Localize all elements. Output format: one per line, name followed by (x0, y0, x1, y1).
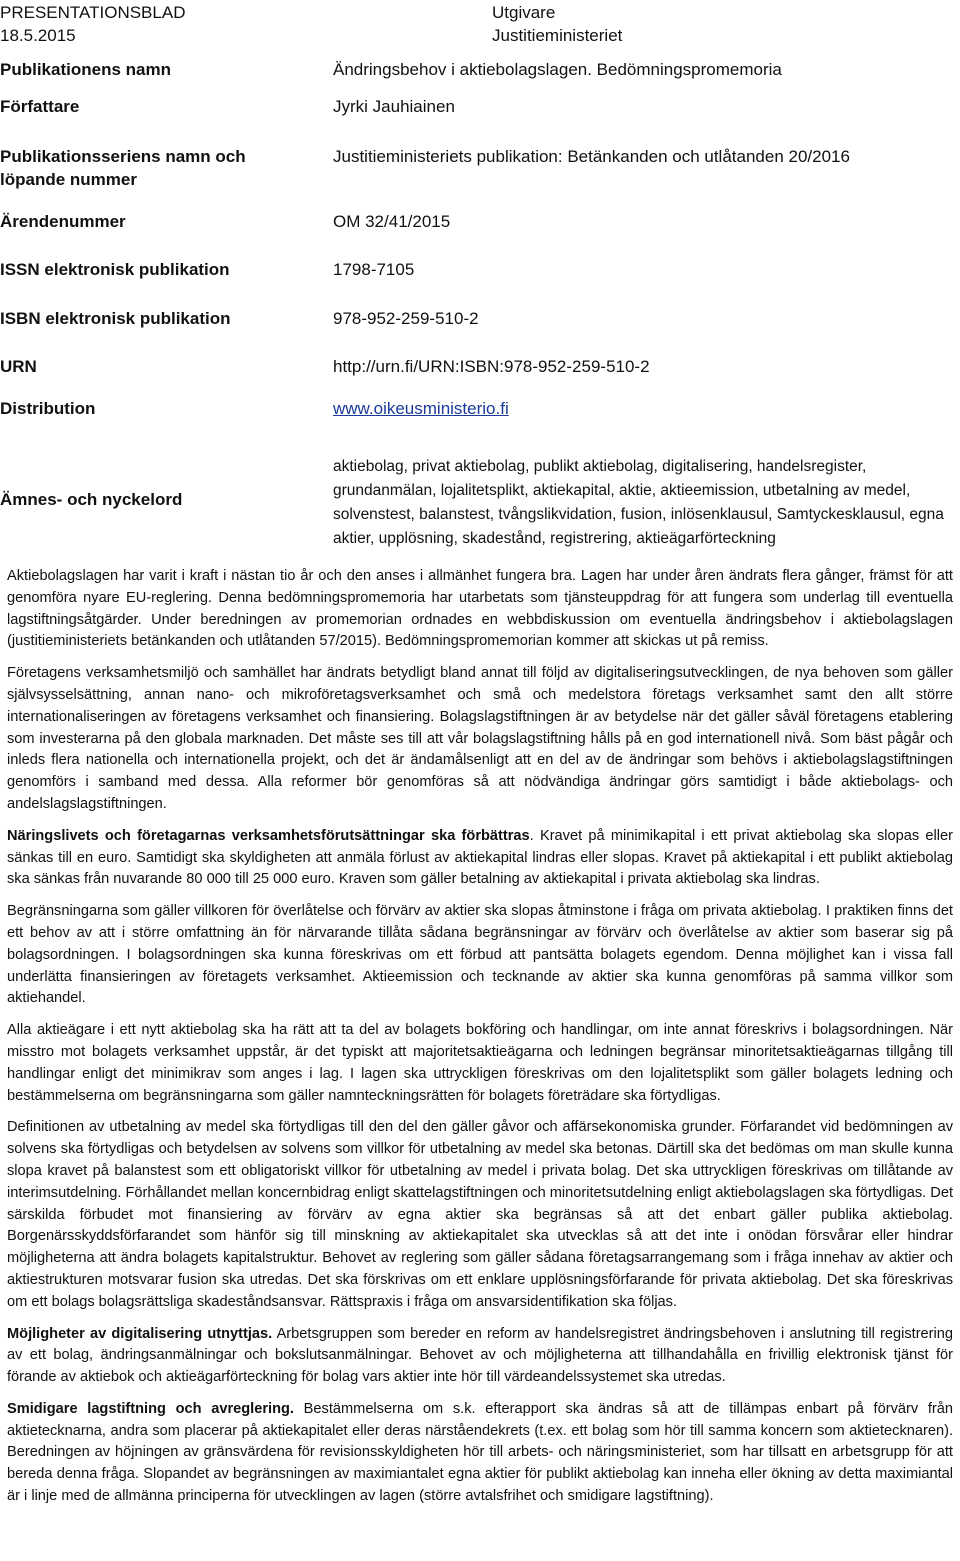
paragraph-7-text: Arbetsgruppen som bereder en reform av handelsregistret ändringsbehoven i anslutning till registrering av ett bolag, ändringsanmälningar och bokslutsanmälningar. Behovet av och möjligheterna att tillhandahålla en frivillig elektronisk tjänst för förande av aktiebok och aktieägarförteckning för bolag vars aktier inte hör till värdeandelssystemet ska utredas. (7, 1325, 954, 1386)
distribution-label: Distribution (0, 399, 96, 418)
author-value: Jyrki Jauhiainen (333, 97, 455, 116)
series-label-line1: Publikationsseriens namn och (0, 147, 246, 166)
paragraph-3-heading: Näringslivets och företagarnas verksamhetsförutsättningar ska förbättras (7, 827, 530, 844)
abstract-paragraph-4: Begränsningarna som gäller villkoren för överlåtelse och förvärv av aktier ska slopas åtminstone i fråga om privata aktiebolag. I praktiken finns det ett behov av att i större omfattning än för närvarande tillåta sådana begränsningar av förvärv och överlåtelse av aktier som baserar sig på bolagsordningen. I bolagsordningen ska kunna föreskrivas om ett förbud att pantsätta bolagets egendom. Denna möjlighet kan i vissa fall underlätta finansieringen av företagets verksamhet. Aktieemission och tecknande av aktier ska kunna genomföras på samma villkor som aktiehandel. (7, 903, 953, 1007)
abstract-paragraph-8 (7, 1399, 953, 1508)
paragraph-8-text: Bestämmelserna om s.k. efterapport ska ändras så att de tillämpas enbart på förvärv från aktietecknarna, andra som placerar på aktiekapitalet eller deras närståendekrets (t.ex. ett bolag som hör till samma koncern som aktietecknaren). Beredningen av höjningen av gränsvärdena för revisionsskyldigheten hör till arbets- och näringsministeriet, som har tillsatt en arbetsgrupp för att bereda denna fråga. Slopandet av begränsningen av maximiantalet egna aktier för publikt aktiebolag kan inneha eller ökning av detta maximiantal är i linje med de allmänna principerna för utvecklingen av lagen (större avtalsfrihet och smidigare lagstiftning). (7, 1400, 953, 1505)
keywords-value: aktiebolag, privat aktiebolag, publikt aktiebolag, digitalisering, handelsregister, grundanmälan, lojalitetsplikt, aktiekapital, aktie, aktieemission, utbetalning av medel, solvenstest, balanstest, tvångslikvidation, fusion, inlösenklausul, Samtyckesklausul, egna aktier, upplösning, skadestånd, registrering, aktieägarförteckning (333, 458, 944, 547)
issn-label: ISSN elektronisk publikation (0, 260, 230, 279)
publication-name-label: Publikationens namn (0, 60, 171, 79)
issn-value: 1798-7105 (333, 260, 415, 279)
publisher-label: Utgivare (492, 3, 556, 22)
abstract-paragraph-5: Alla aktieägare i ett nytt aktiebolag ska ha rätt att ta del av bolagets bokföring och handlingar, om inte annat föreskrivs i bolagsordningen. När misstro mot bolagets verksamhet uppstår, är det typiskt att majoritetsaktieägarna och ledningen begränsar minoritetsaktieägarnas tillgång till handlingar enligt det minimikrav som anges i lag. I lagen ska uttryckligen föreskrivas om den lojalitetsplikt som gäller bolagets ledning och bestämmelserna om begränsningarna som gäller namnteckningsrätten för bolagets företrädare ska förtydligas. (7, 1022, 953, 1104)
distribution-link[interactable]: www.oikeusministerio.fi (333, 399, 509, 418)
paragraph-3-text: . Kravet på minimikapital i ett privat aktiebolag ska slopas eller sänkas till en euro. Samtidigt ska skyldigheten att anmäla förlust av aktiekapital lindras eller slopas. Kravet på aktiekapital i ett publikt aktiebolag ska sänkas från nuvarande 80 000 till 25 000 euro. Kraven som gäller betalning av aktiekapital i privata aktiebolag ska lindras. (7, 827, 953, 888)
abstract-paragraph-3 (7, 826, 953, 891)
abstract-paragraph-6: Definitionen av utbetalning av medel ska förtydligas till den del den gäller gåvor och affärsekonomiska grunder. Förfarandet vid bedömningen av solvens ska förtydligas och betydelsen av solvens som villkor för utbetalning av medel ska betonas. Därtill ska det bedömas om man skulle kunna slopa kravet på balanstest som ett obligatoriskt villkor för utbetalning av medel i privata bolag. Det ska uttryckligen föreskrivas om tillåtande av interimsutdelning. Förhållandet mellan koncernbidrag enligt skattelagstiftningen och minoritetsutdelning enligt aktiebolagslagen ska förtydligas. Det särskilda förbudet mot finansiering av förvärv av egna aktier ska begränsas så att det enbart gäller publika aktiebolag. Borgenärsskyddsförfarandet som hänför sig till minskning av aktiekapitalet ska utvecklas så att det inte i onödan försvårar eller hindrar möjligheterna att ändra bolagets kapitalstruktur. Behovet av reglering som gäller sådana företagsarrangemang som i fråga innehav av aktier och aktiestrukturen motsvarar fusion ska utredas. Det ska förskrivas om ett enklare upplösningsförfarande för privata aktiebolag. Det ska föreskrivas om ett bolags bolagsrättsliga skadeståndsansvar. Rättspraxis i fråga om ansvarsidentifikation ska följas. (7, 1119, 953, 1310)
header-date: 18.5.2015 (0, 26, 76, 45)
header-title: PRESENTATIONSBLAD (0, 3, 186, 22)
urn-value[interactable]: http://urn.fi/URN:ISBN:978-952-259-510-2 (333, 357, 650, 376)
urn-label: URN (0, 357, 37, 376)
abstract (7, 566, 953, 1518)
series-value: Justitieministeriets publikation: Betänkanden och utlåtanden 20/2016 (333, 147, 850, 166)
isbn-label: ISBN elektronisk publikation (0, 309, 231, 328)
case-number-value: OM 32/41/2015 (333, 212, 451, 231)
series-label-line2: löpande nummer (0, 170, 137, 189)
author-label: Författare (0, 97, 80, 116)
paragraph-8-heading: Smidigare lagstiftning och avreglering. (7, 1400, 294, 1417)
abstract-paragraph-2: Företagens verksamhetsmiljö och samhället har ändrats betydligt bland annat till följd av digitaliseringsutvecklingen, de nya behoven som gäller självsysselsättning, annan nano- och mikroföretagsverksamhet och små och medelstora företags verksamhet samt den allt större internationaliseringen av företagens verksamhet och finansiering. Bolagslagstiftningen är av betydelse när det gäller såväl företagens etablering som investerarna på den globala marknaden. Det måste ses till att vår bolagslagstiftning hålls på en god internationell nivå. Som bäst pågår och inleds flera nationella och internationella projekt, och det är ändamålsenligt att en del av de ändringar som behövs i aktiebolagslagstiftningen genomförs i samband med dessa. Alla reformer bör genomföras så att nödvändiga ändringar görs samtidigt i både aktiebolags- och andelslagslagstiftningen. (7, 665, 953, 812)
publisher-value: Justitieministeriet (492, 26, 623, 45)
abstract-paragraph-1: Aktiebolagslagen har varit i kraft i nästan tio år och den anses i allmänhet fungera bra. Lagen har under åren ändrats flera gånger, främst för att genomföra nyare EU-reglering. Denna bedömningspromemoria har utarbetats som tjänsteuppdrag för att fungera som underlag till eventuella lagstiftningsåtgärder. Under beredningen av promemorian ordnades en webbdiskussion om eventuella ändringsbehov i aktiebolagslagen (justitieministeriets betänkanden och utlåtanden 57/2015). Bedömningspromemorian kommer att skickas ut på remiss. (7, 568, 953, 650)
keywords-label: Ämnes- och nyckelord (0, 490, 183, 509)
isbn-value: 978-952-259-510-2 (333, 309, 479, 328)
abstract-paragraph-7 (7, 1324, 953, 1389)
publication-name-value: Ändringsbehov i aktiebolagslagen. Bedömningspromemoria (333, 60, 782, 79)
paragraph-7-heading: Möjligheter av digitalisering utnyttjas. (7, 1325, 273, 1342)
case-number-label: Ärendenummer (0, 212, 126, 231)
